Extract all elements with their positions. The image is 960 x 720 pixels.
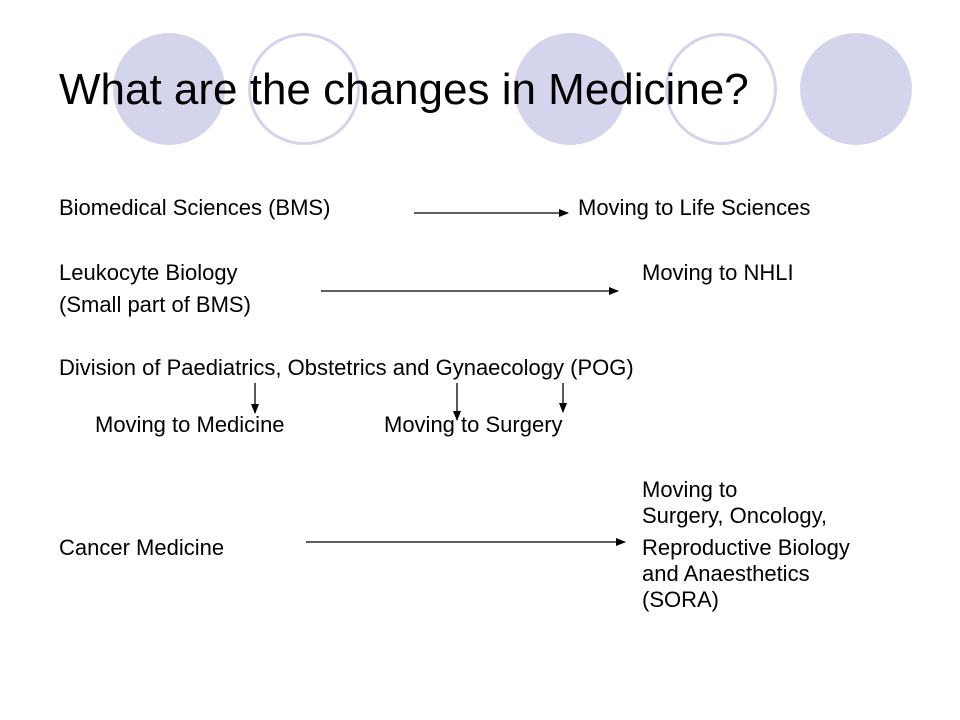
cancer-destination-line: and Anaesthetics: [642, 561, 810, 586]
cancer-destination-line: Reproductive Biology: [642, 535, 850, 560]
cancer-destination-line: (SORA): [642, 587, 719, 612]
slide-title: What are the changes in Medicine?: [59, 65, 749, 114]
cancer-label: Cancer Medicine: [59, 535, 225, 560]
pog-destination-medicine: Moving to Medicine: [95, 412, 285, 437]
bms-destination: Moving to Life Sciences: [578, 195, 811, 220]
bms-label: Biomedical Sciences (BMS): [59, 195, 331, 220]
leukocyte-sublabel: (Small part of BMS): [59, 292, 251, 317]
pog-destination-surgery: Moving to Surgery: [384, 412, 563, 437]
cancer-destination-line: Moving to: [642, 477, 738, 502]
leukocyte-label: Leukocyte Biology: [59, 260, 238, 285]
pog-label: Division of Paediatrics, Obstetrics and Gynaecology (POG): [59, 355, 634, 380]
cancer-destination-line: Surgery, Oncology,: [642, 503, 828, 528]
leukocyte-destination: Moving to NHLI: [642, 260, 794, 285]
